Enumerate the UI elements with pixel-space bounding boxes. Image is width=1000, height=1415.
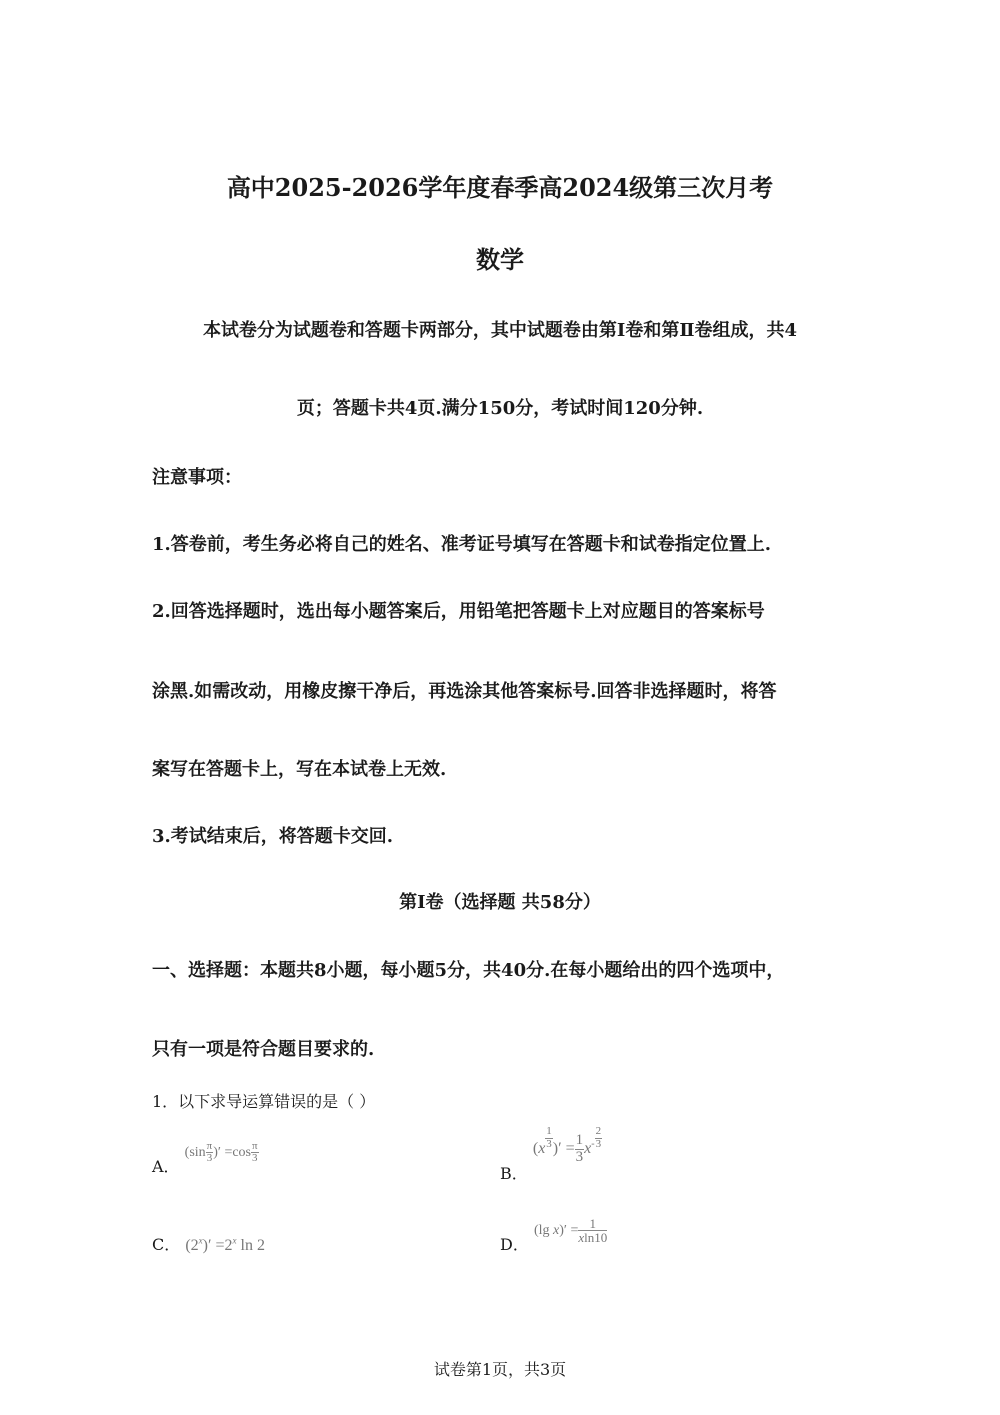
question-1-stem: 1．以下求导运算错误的是（ ） [152, 1092, 376, 1111]
notice-item-2-cont: 涂黑.如需改动，用橡皮擦干净后，再选涂其他答案标号.回答非选择题时，将答 [152, 681, 777, 702]
option-b [500, 1125, 602, 1183]
section-heading-line-1: 一、选择题：本题共8小题，每小题5分，共40分.在每小题给出的四个选项中， [152, 960, 785, 981]
option-a-formula: (sin $\frac{\pi}{3}$ )′ =cos $\frac{\pi}{3}$ [184, 1139, 258, 1165]
section-heading-line-2: 只有一项是符合题目要求的. [152, 1039, 375, 1060]
notice-item-3: 3.考试结束后，将答题卡交回. [152, 826, 394, 847]
option-c-label: C． [152, 1235, 181, 1254]
intro-line-1: 本试卷分为试题卷和答题卡两部分，其中试题卷由第Ⅰ卷和第Ⅱ卷组成，共4 [202, 320, 798, 341]
notice-heading: 注意事项： [152, 467, 242, 488]
option-a [152, 1138, 259, 1176]
option-b-formula: (x $\frac{1}{3}$ )′ = $\frac{1}{3}$ x- $\frac{2}{3}$ [532, 1125, 602, 1165]
exam-subject: 数学 [476, 245, 524, 274]
option-b-label: B． [500, 1163, 528, 1183]
option-d-label: D． [500, 1235, 529, 1254]
option-d-formula: (lg x)′ = $\frac{1}{xln10}$ [533, 1215, 608, 1246]
notice-item-2: 2.回答选择题时，选出每小题答案后，用铅笔把答题卡上对应题目的答案标号 [152, 601, 765, 622]
option-c-formula: $(2^x)' =2^x$ ln 2 [185, 1235, 265, 1254]
option-a-label: A． [152, 1157, 180, 1176]
option-c [152, 1232, 265, 1255]
notice-item-2-end: 案写在答题卡上，写在本试卷上无效. [152, 759, 447, 780]
intro-line-2: 页；答题卡共4页.满分150分，考试时间120分钟. [296, 398, 704, 419]
page-footer: 试卷第1页，共3页 [433, 1360, 567, 1379]
part-title: 第Ⅰ卷（选择题 共58分） [399, 892, 601, 913]
notice-item-1: 1.答卷前，考生务必将自己的姓名、准考证号填写在答题卡和试卷指定位置上. [152, 534, 772, 555]
exam-title: 高中2025-2026学年度春季高2024级第三次月考 [226, 173, 774, 202]
option-d [500, 1215, 608, 1254]
